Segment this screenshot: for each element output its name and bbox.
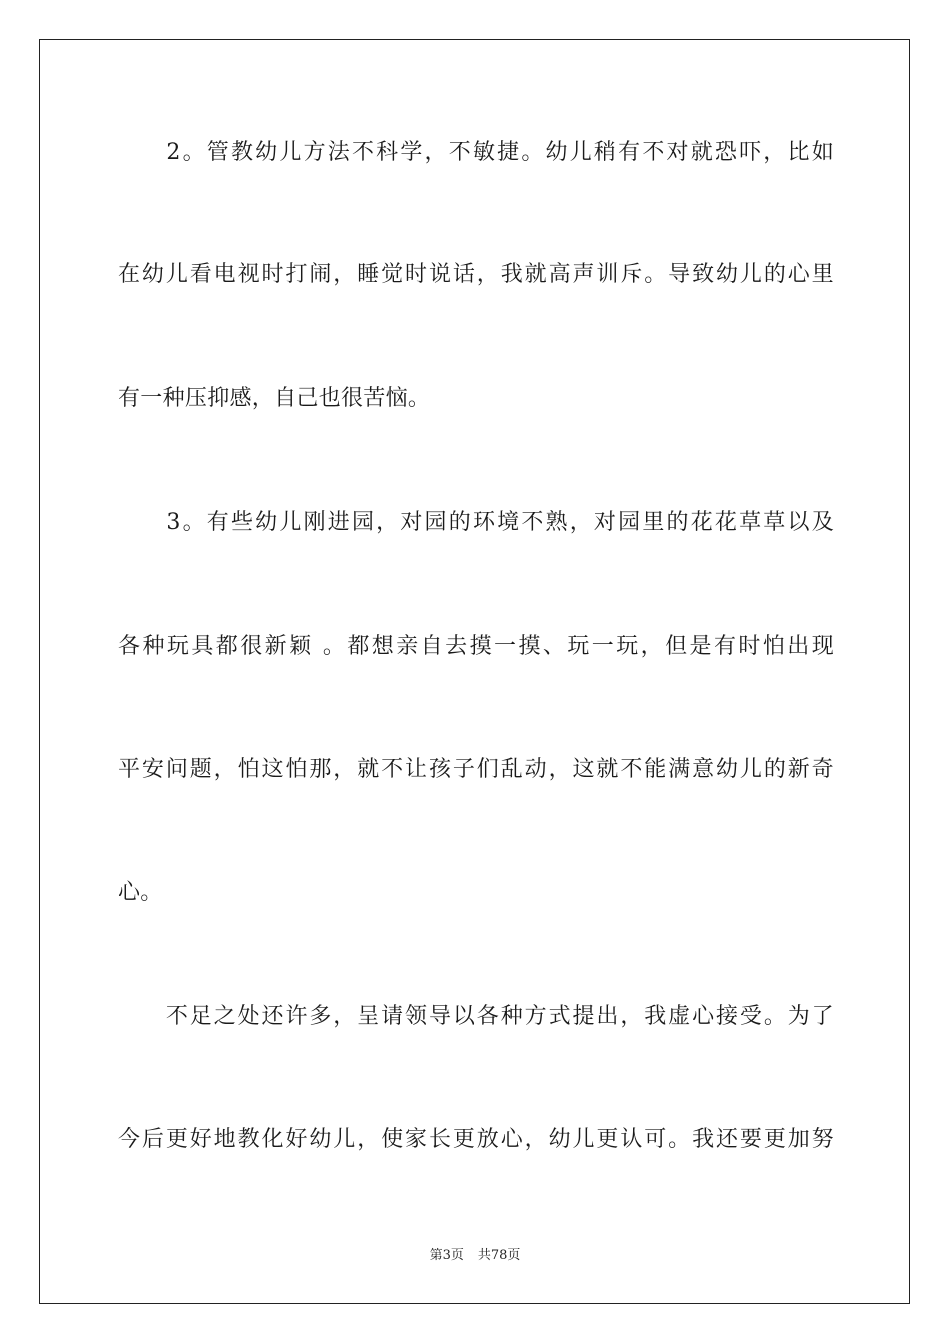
text-line: 各种玩具都很新颖 。都想亲自去摸一摸、玩一玩，但是有时怕出现 bbox=[118, 634, 834, 659]
text-line: 有一种压抑感，自己也很苦恼。 bbox=[118, 386, 431, 411]
text-line: 在幼儿看电视时打闹，睡觉时说话，我就高声训斥。导致幼儿的心里 bbox=[118, 262, 834, 287]
total-pages: 共78页 bbox=[477, 1248, 521, 1263]
page-footer bbox=[0, 1247, 950, 1265]
page-number: 第3页 bbox=[429, 1248, 464, 1263]
page-frame bbox=[39, 39, 910, 1304]
text-line: 心。 bbox=[118, 880, 163, 905]
text-line: 3。有些幼儿刚进园，对园的环境不熟，对园里的花花草草以及 bbox=[118, 510, 834, 535]
text-line: 2。管教幼儿方法不科学，不敏捷。幼儿稍有不对就恐吓，比如 bbox=[118, 140, 834, 165]
text-line: 不足之处还许多，呈请领导以各种方式提出，我虚心接受。为了 bbox=[118, 1004, 834, 1029]
text-line: 今后更好地教化好幼儿，使家长更放心，幼儿更认可。我还要更加努 bbox=[118, 1127, 834, 1152]
text-line: 平安问题，怕这怕那，就不让孩子们乱动，这就不能满意幼儿的新奇 bbox=[118, 757, 834, 782]
